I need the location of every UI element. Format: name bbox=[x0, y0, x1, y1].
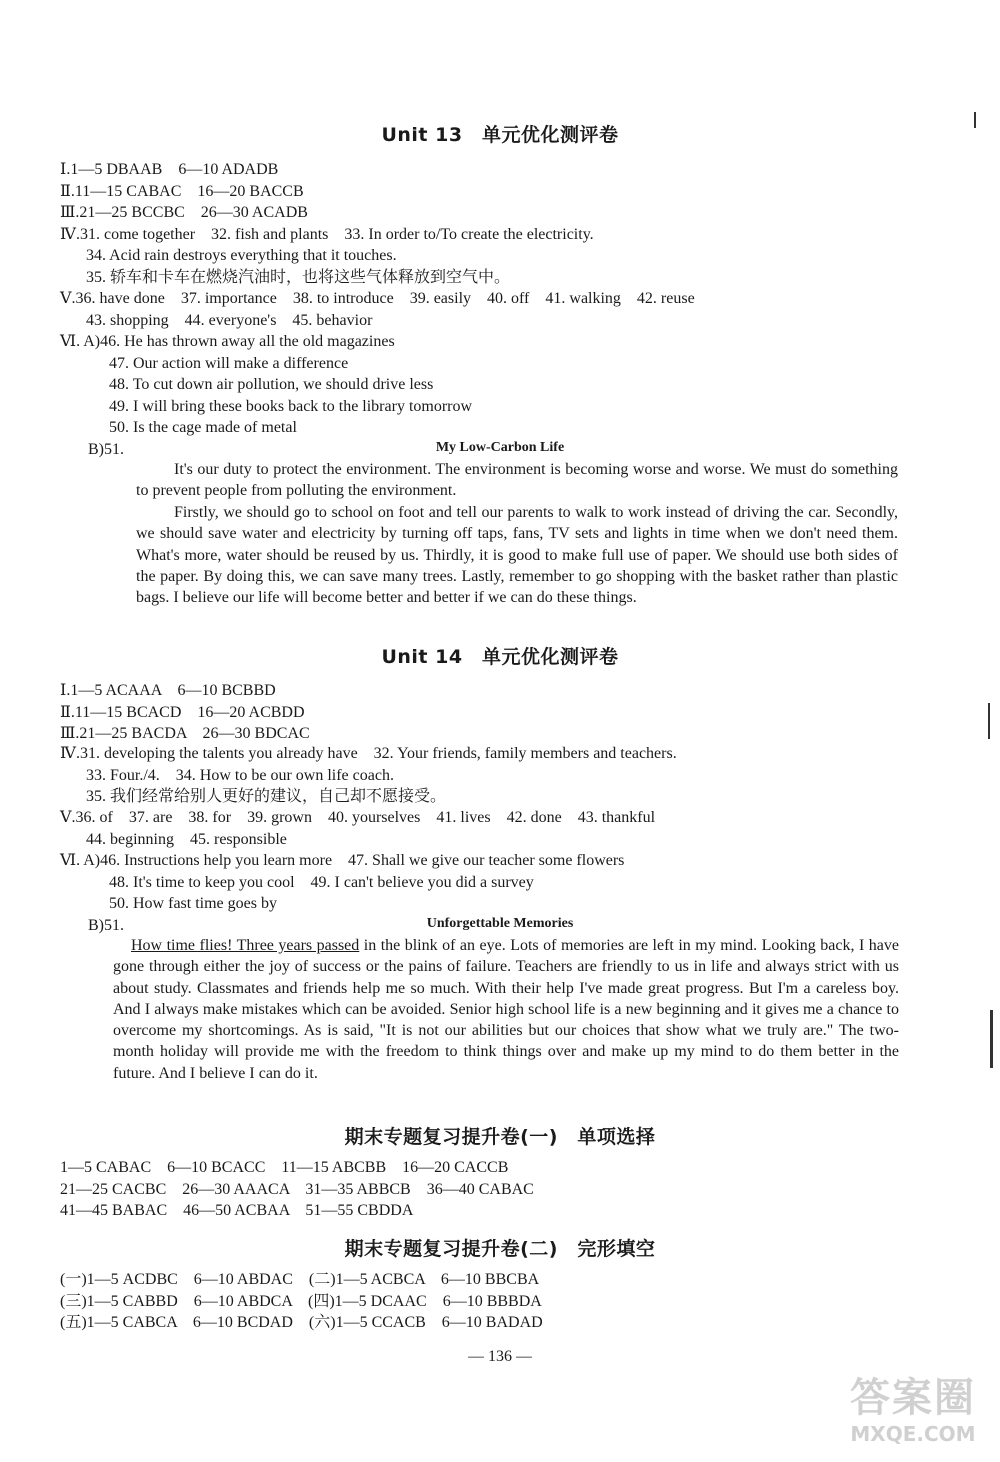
unit14-line: 44. beginning 45. responsible bbox=[86, 831, 287, 848]
review2-line: (三)1—5 CABBD 6—10 ABDCA (四)1—5 DCAAC 6—10 BBBDA bbox=[60, 1293, 542, 1310]
watermark-text: 答案圈 bbox=[850, 1375, 976, 1421]
review1-title: 期末专题复习提升卷(一) 单项选择 bbox=[344, 1126, 656, 1148]
unit13-line: Ⅵ. A)46. He has thrown away all the old magazines bbox=[60, 333, 395, 350]
review2-line: (五)1—5 CABCA 6—10 BCDAD (六)1—5 CCACB 6—10 BADAD bbox=[60, 1314, 543, 1331]
unit14-title: Unit 14 单元优化测评卷 bbox=[381, 646, 619, 668]
essay-text: in the blink of an eye. Lots of memories are left in my mind. Looking back, I have gone through either the joy of success or the pains of failure. Teachers are friendly to us in life and always strict with us about study. Classmates and friends help me so much. With their help I've made great progress. But I'm a careless boy. And I always make mistakes which can be avoided. Senior high school life is a new beginning and it gives me a chance to overcome my shortcomings. As is said, "It is not our abilities but our choices that show what we truly are." The two-month holiday will provide me with the freedom to think things over and make up my mind to do them better in the future. And I believe I can do it. bbox=[113, 937, 899, 1082]
unit14-line: 50. How fast time goes by bbox=[109, 895, 277, 912]
unit13-line: 35. 轿车和卡车在燃烧汽油时，也将这些气体释放到空气中。 bbox=[86, 269, 511, 286]
essay-title: My Low-Carbon Life bbox=[435, 440, 565, 455]
unit13-line: 43. shopping 44. everyone's 45. behavior bbox=[86, 312, 373, 329]
unit14-line: Ⅵ. A)46. Instructions help you learn more 47. Shall we give our teacher some flowers bbox=[60, 852, 625, 869]
unit13-line: Ⅰ.1—5 DBAAB 6—10 ADADB bbox=[60, 161, 279, 178]
unit13-line: 48. To cut down air pollution, we should drive less bbox=[109, 376, 434, 393]
unit13-line: B)51. bbox=[88, 441, 124, 458]
unit13-line: Ⅱ.11—15 CABAC 16—20 BACCB bbox=[60, 183, 304, 200]
essay-paragraph: It's our duty to protect the environment. The environment is becoming worse and worse. We must do something to prevent people from polluting the environment. bbox=[136, 461, 898, 500]
scan-mark bbox=[990, 1010, 993, 1068]
unit13-line: 50. Is the cage made of metal bbox=[109, 419, 297, 436]
review2-title: 期末专题复习提升卷(二) 完形填空 bbox=[344, 1238, 656, 1260]
unit14-line: Ⅳ.31. developing the talents you already have 32. Your friends, family members and teachers. bbox=[60, 745, 677, 762]
unit14-line: B)51. bbox=[88, 917, 124, 934]
unit14-line: Ⅲ.21—25 BACDA 26—30 BDCAC bbox=[60, 725, 310, 742]
review2-line: (一)1—5 ACDBC 6—10 ABDAC (二)1—5 ACBCA 6—10 BBCBA bbox=[60, 1271, 540, 1288]
unit14-line: 33. Four./4. 34. How to be our own life coach. bbox=[86, 767, 394, 784]
review1-line: 21—25 CACBC 26—30 AAACA 31—35 ABBCB 36—40 CABAC bbox=[60, 1181, 534, 1198]
watermark-url: MXQE.COM bbox=[850, 1422, 976, 1446]
scan-mark bbox=[974, 112, 976, 128]
unit13-title: Unit 13 单元优化测评卷 bbox=[381, 124, 619, 146]
review1-line: 41—45 BABAC 46—50 ACBAA 51—55 CBDDA bbox=[60, 1202, 414, 1219]
unit14-line: 35. 我们经常给别人更好的建议，自己却不愿接受。 bbox=[86, 788, 447, 805]
unit13-line: Ⅲ.21—25 BCCBC 26—30 ACADB bbox=[60, 204, 308, 221]
unit13-line: Ⅳ.31. come together 32. fish and plants 33. In order to/To create the electricity. bbox=[60, 226, 594, 243]
unit14-line: Ⅴ.36. of 37. are 38. for 39. grown 40. yourselves 41. lives 42. done 43. thankful bbox=[60, 809, 656, 826]
unit13-line: 49. I will bring these books back to the library tomorrow bbox=[109, 398, 473, 415]
unit14-line: Ⅱ.11—15 BCACD 16—20 ACBDD bbox=[60, 704, 305, 721]
essay-paragraph: Firstly, we should go to school on foot and tell our parents to walk to work instead of driving the car. Secondly, we should save water and electricity by turning off taps, fans, TV sets and lights in time when we don't need them. What's more, water should be reused by us. Thirdly, it is good to make full use of paper. We should use both sides of the paper. By doing this, we can save many trees. Lastly, remember to go shopping with the basket rather than plastic bags. I believe our life will become better and better if we can do these things. bbox=[136, 504, 898, 607]
unit13-line: 47. Our action will make a difference bbox=[109, 355, 349, 372]
essay-paragraph bbox=[113, 935, 899, 1084]
unit13-line: Ⅴ.36. have done 37. importance 38. to introduce 39. easily 40. off 41. walking 42. reuse bbox=[60, 290, 695, 307]
review1-line: 1—5 CABAC 6—10 BCACC 11—15 ABCBB 16—20 CACCB bbox=[60, 1159, 509, 1176]
unit14-line: Ⅰ.1—5 ACAAA 6—10 BCBBD bbox=[60, 682, 276, 699]
watermark-logo bbox=[838, 1374, 988, 1452]
essay-title: Unforgettable Memories bbox=[426, 916, 574, 931]
unit14-line: 48. It's time to keep you cool 49. I can't believe you did a survey bbox=[109, 874, 534, 891]
page-number: — 136 — bbox=[468, 1348, 532, 1365]
unit13-line: 34. Acid rain destroys everything that it touches. bbox=[86, 247, 397, 264]
scan-mark bbox=[988, 703, 990, 739]
underlined-text: How time flies! Three years passed bbox=[131, 937, 360, 954]
